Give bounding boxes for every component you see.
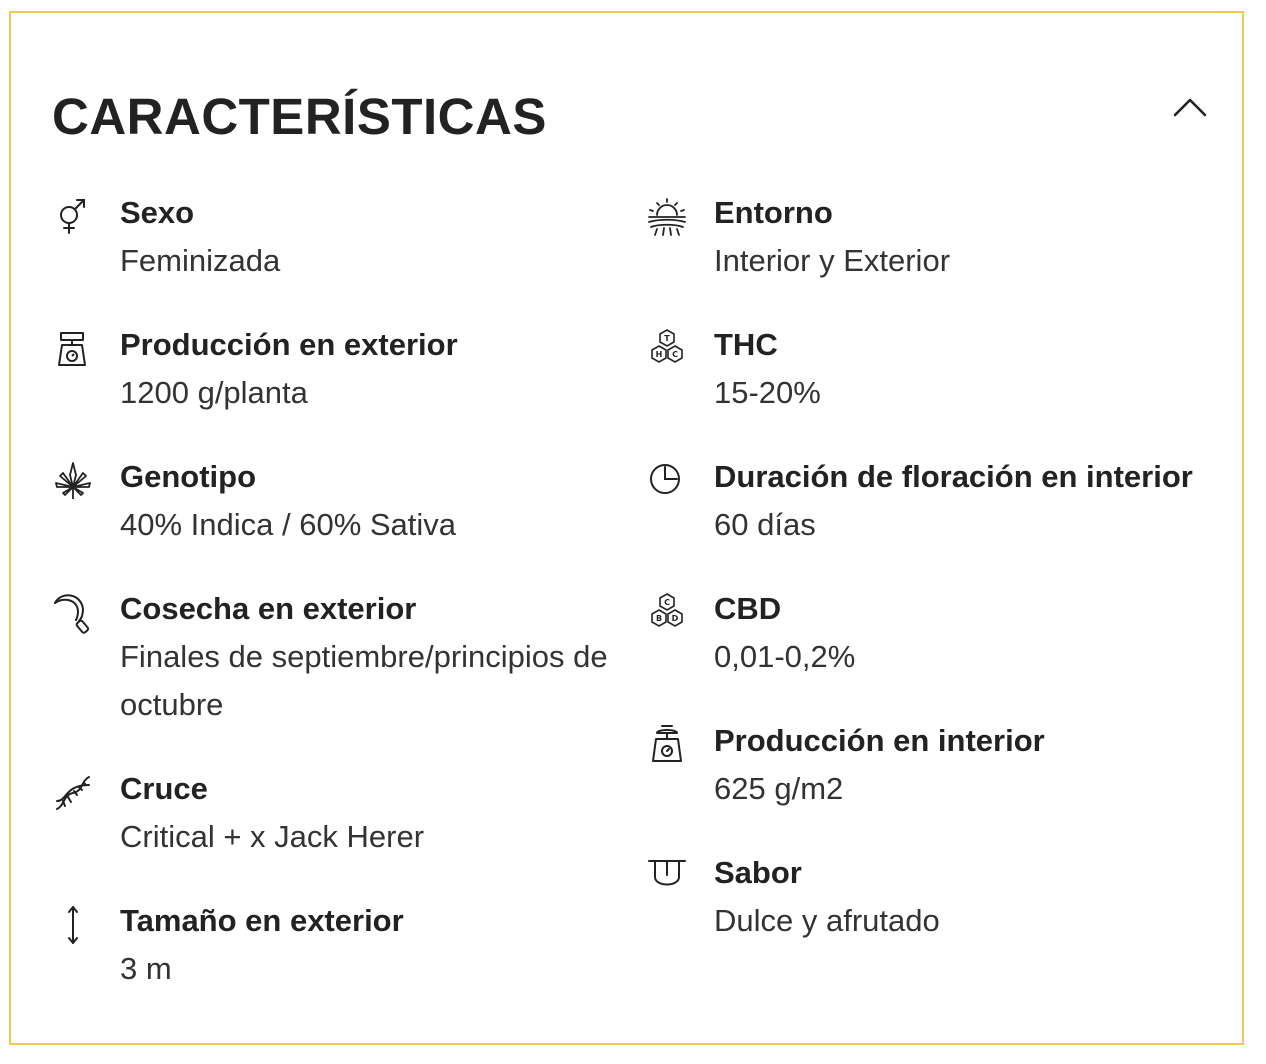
attribute-value: 1200 g/planta	[120, 375, 308, 410]
attribute-thc	[645, 321, 1205, 417]
clock-icon	[645, 459, 689, 503]
svg-text:D: D	[671, 614, 679, 623]
attribute-label: Producción en interior	[714, 723, 1045, 758]
svg-text:C: C	[664, 598, 670, 607]
attribute-label: Genotipo	[120, 459, 257, 494]
attribute-tamano-exterior	[51, 897, 621, 993]
collapse-button[interactable]	[1169, 89, 1211, 125]
attribute-value: 625 g/m2	[714, 771, 844, 806]
characteristics-panel	[9, 11, 1244, 1045]
attribute-cosecha-exterior	[51, 585, 621, 729]
attribute-value: 60 días	[714, 507, 816, 542]
attribute-label: Producción en exterior	[120, 327, 458, 362]
svg-text:B: B	[655, 614, 663, 623]
attribute-cruce	[51, 765, 621, 861]
thc-molecule-icon	[645, 327, 689, 371]
left-column	[51, 189, 621, 1029]
attribute-value: Critical + x Jack Herer	[120, 819, 425, 854]
attribute-produccion-interior	[645, 717, 1205, 813]
height-arrow-icon	[51, 903, 95, 947]
dna-icon	[51, 771, 95, 815]
svg-text:T: T	[664, 334, 670, 343]
attribute-value: 3 m	[120, 951, 172, 986]
cbd-molecule-icon	[645, 591, 689, 635]
attribute-value: Interior y Exterior	[714, 243, 951, 278]
attribute-label: Duración de floración en interior	[714, 459, 1193, 494]
attribute-label: Entorno	[714, 195, 833, 230]
attribute-duracion-floracion	[645, 453, 1205, 549]
attribute-value: 0,01-0,2%	[714, 639, 856, 674]
attribute-value: Finales de septiembre/principios de octubre	[120, 639, 608, 722]
attribute-label: Sabor	[714, 855, 802, 890]
svg-text:C: C	[672, 350, 678, 359]
attribute-entorno	[645, 189, 1205, 285]
attribute-value: 40% Indica / 60% Sativa	[120, 507, 457, 542]
section-title: CARACTERÍSTICAS	[52, 88, 547, 145]
attribute-label: THC	[714, 327, 778, 362]
scale-icon	[51, 327, 95, 371]
indoor-scale-icon	[645, 723, 689, 767]
gender-icon	[51, 195, 95, 239]
sickle-icon	[51, 591, 95, 635]
svg-text:H: H	[655, 350, 663, 359]
attribute-cbd	[645, 585, 1205, 681]
attribute-sexo	[51, 189, 621, 285]
tongue-icon	[645, 855, 689, 899]
attribute-label: Tamaño en exterior	[120, 903, 404, 938]
right-column	[645, 189, 1205, 981]
attribute-genotipo	[51, 453, 621, 549]
chevron-up-icon	[1169, 89, 1211, 125]
sun-field-icon	[645, 195, 689, 239]
attribute-value: 15-20%	[714, 375, 821, 410]
attribute-label: Cruce	[120, 771, 208, 806]
attribute-label: Cosecha en exterior	[120, 591, 417, 626]
attribute-value: Feminizada	[120, 243, 281, 278]
attribute-label: CBD	[714, 591, 782, 626]
attribute-sabor	[645, 849, 1205, 945]
attribute-value: Dulce y afrutado	[714, 903, 940, 938]
attribute-produccion-exterior	[51, 321, 621, 417]
attribute-label: Sexo	[120, 195, 195, 230]
cannabis-leaf-icon	[51, 459, 95, 503]
